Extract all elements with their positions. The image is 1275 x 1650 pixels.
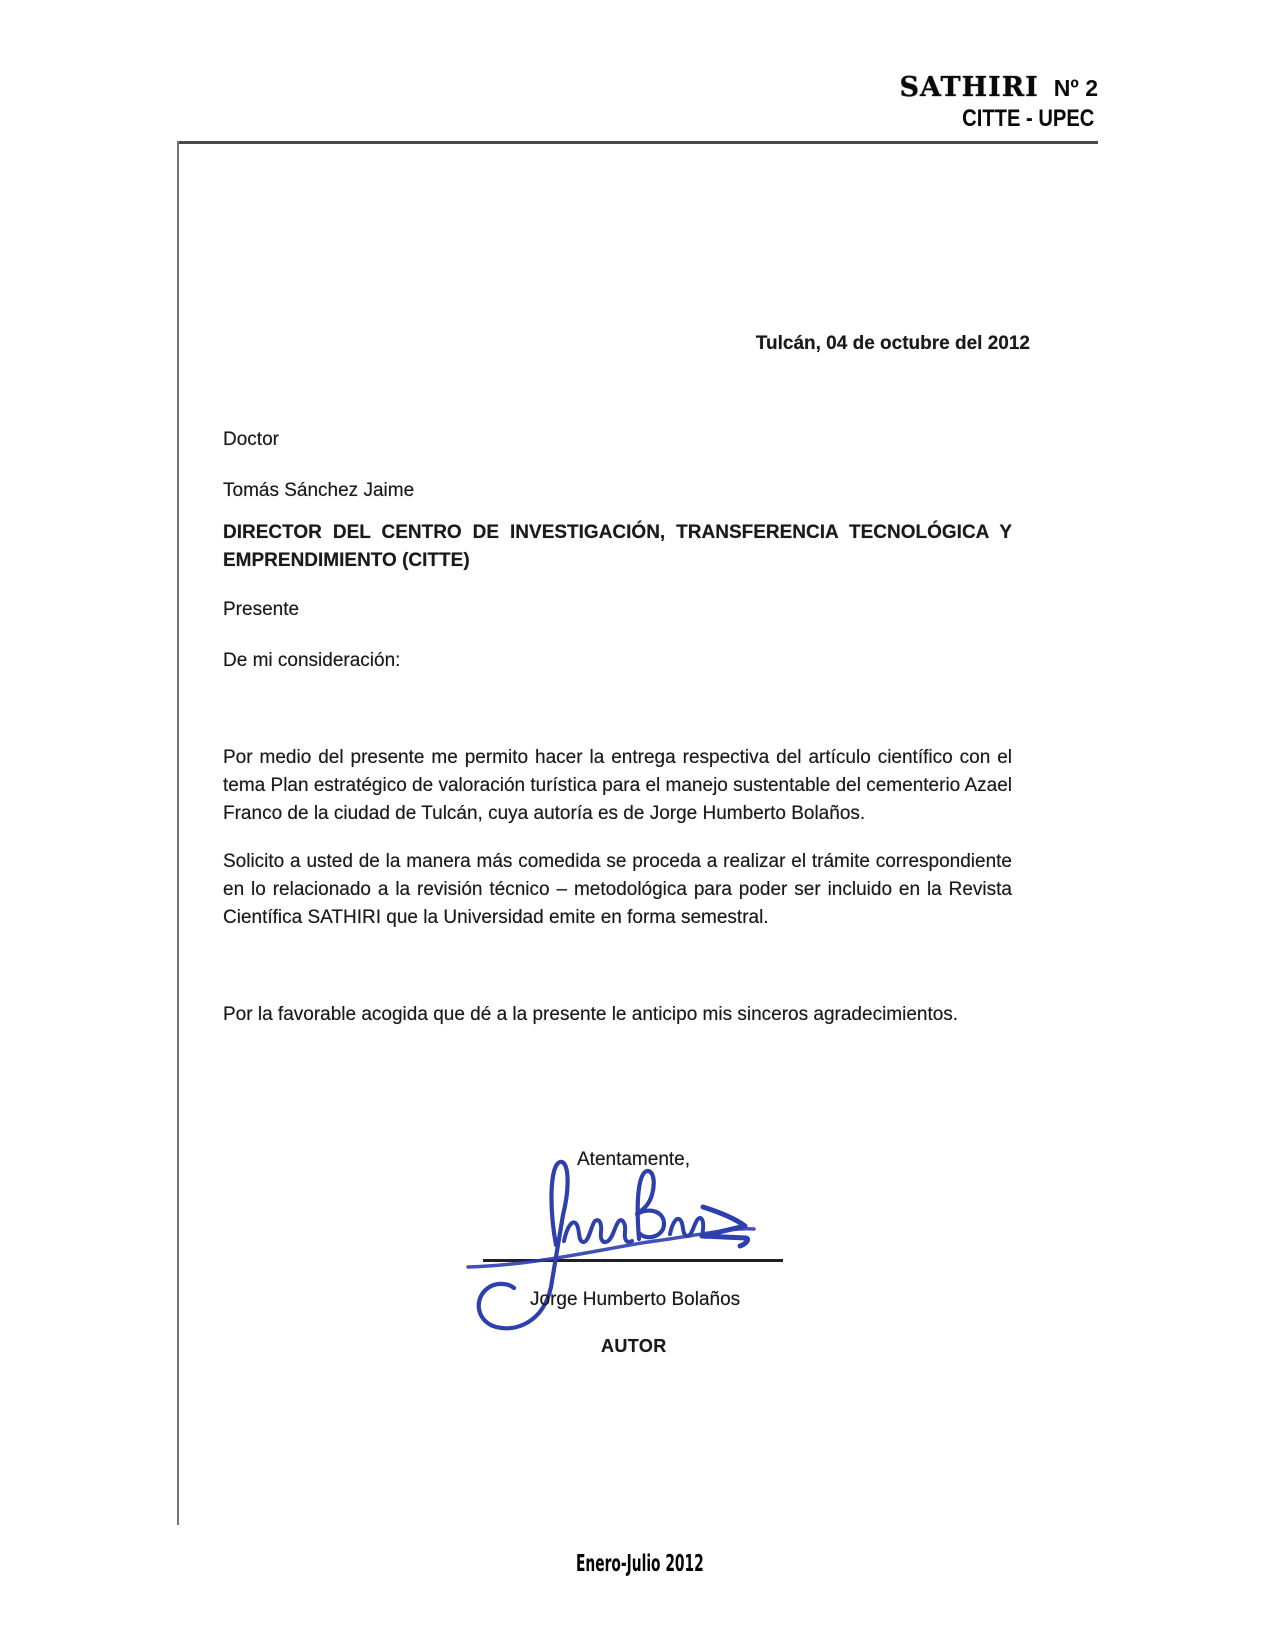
signature-line	[483, 1259, 783, 1262]
journal-header	[900, 72, 1098, 133]
recipient-role-line: DIRECTOR DEL CENTRO DE INVESTIGACIÓN, TRANSFERENCIA TECNOLÓGICA Y	[223, 522, 1012, 543]
paragraph1-line: Por medio del presente me permito hacer la entrega respectiva del artículo científico con el	[223, 747, 1012, 768]
journal-issue-number: Nº 2	[1053, 75, 1098, 101]
paragraph2-line: Solicito a usted de la manera más comedida se proceda a realizar el trámite correspondiente	[223, 851, 1012, 872]
journal-title-row	[900, 72, 1098, 103]
paragraph2-line: en lo relacionado a la revisión técnico – metodológica para poder ser incluido en la Revista	[223, 879, 1012, 900]
recipient-title: Doctor	[223, 429, 279, 450]
journal-name: SATHIRI	[899, 72, 1039, 103]
journal-organization: CITTE - UPEC	[961, 105, 1094, 132]
signer-role: AUTOR	[601, 1336, 667, 1356]
closing-line: Atentamente,	[577, 1149, 691, 1170]
scan-page-left-border	[177, 141, 179, 1525]
paragraph1-line: Franco de la ciudad de Tulcán, cuya autoría es de Jorge Humberto Bolaños.	[223, 803, 866, 824]
header-rule	[178, 141, 1098, 144]
presente-line: Presente	[223, 599, 300, 620]
paragraph2-line: Científica SATHIRI que la Universidad emite en forma semestral.	[223, 907, 769, 928]
recipient-name: Tomás Sánchez Jaime	[223, 480, 415, 501]
salutation-line: De mi consideración:	[223, 650, 401, 671]
footer-issue-period: Enero-Julio 2012	[576, 1551, 704, 1577]
signer-name: Jorge Humberto Bolaños	[530, 1289, 741, 1310]
paragraph3-line: Por la favorable acogida que dé a la presente le anticipo mis sinceros agradecimientos.	[223, 1004, 959, 1025]
recipient-role-line: EMPRENDIMIENTO (CITTE)	[223, 550, 470, 571]
paragraph1-line: tema Plan estratégico de valoración turística para el manejo sustentable del cementerio Azael	[223, 775, 1012, 796]
letter-date: Tulcán, 04 de octubre del 2012	[755, 333, 1030, 354]
